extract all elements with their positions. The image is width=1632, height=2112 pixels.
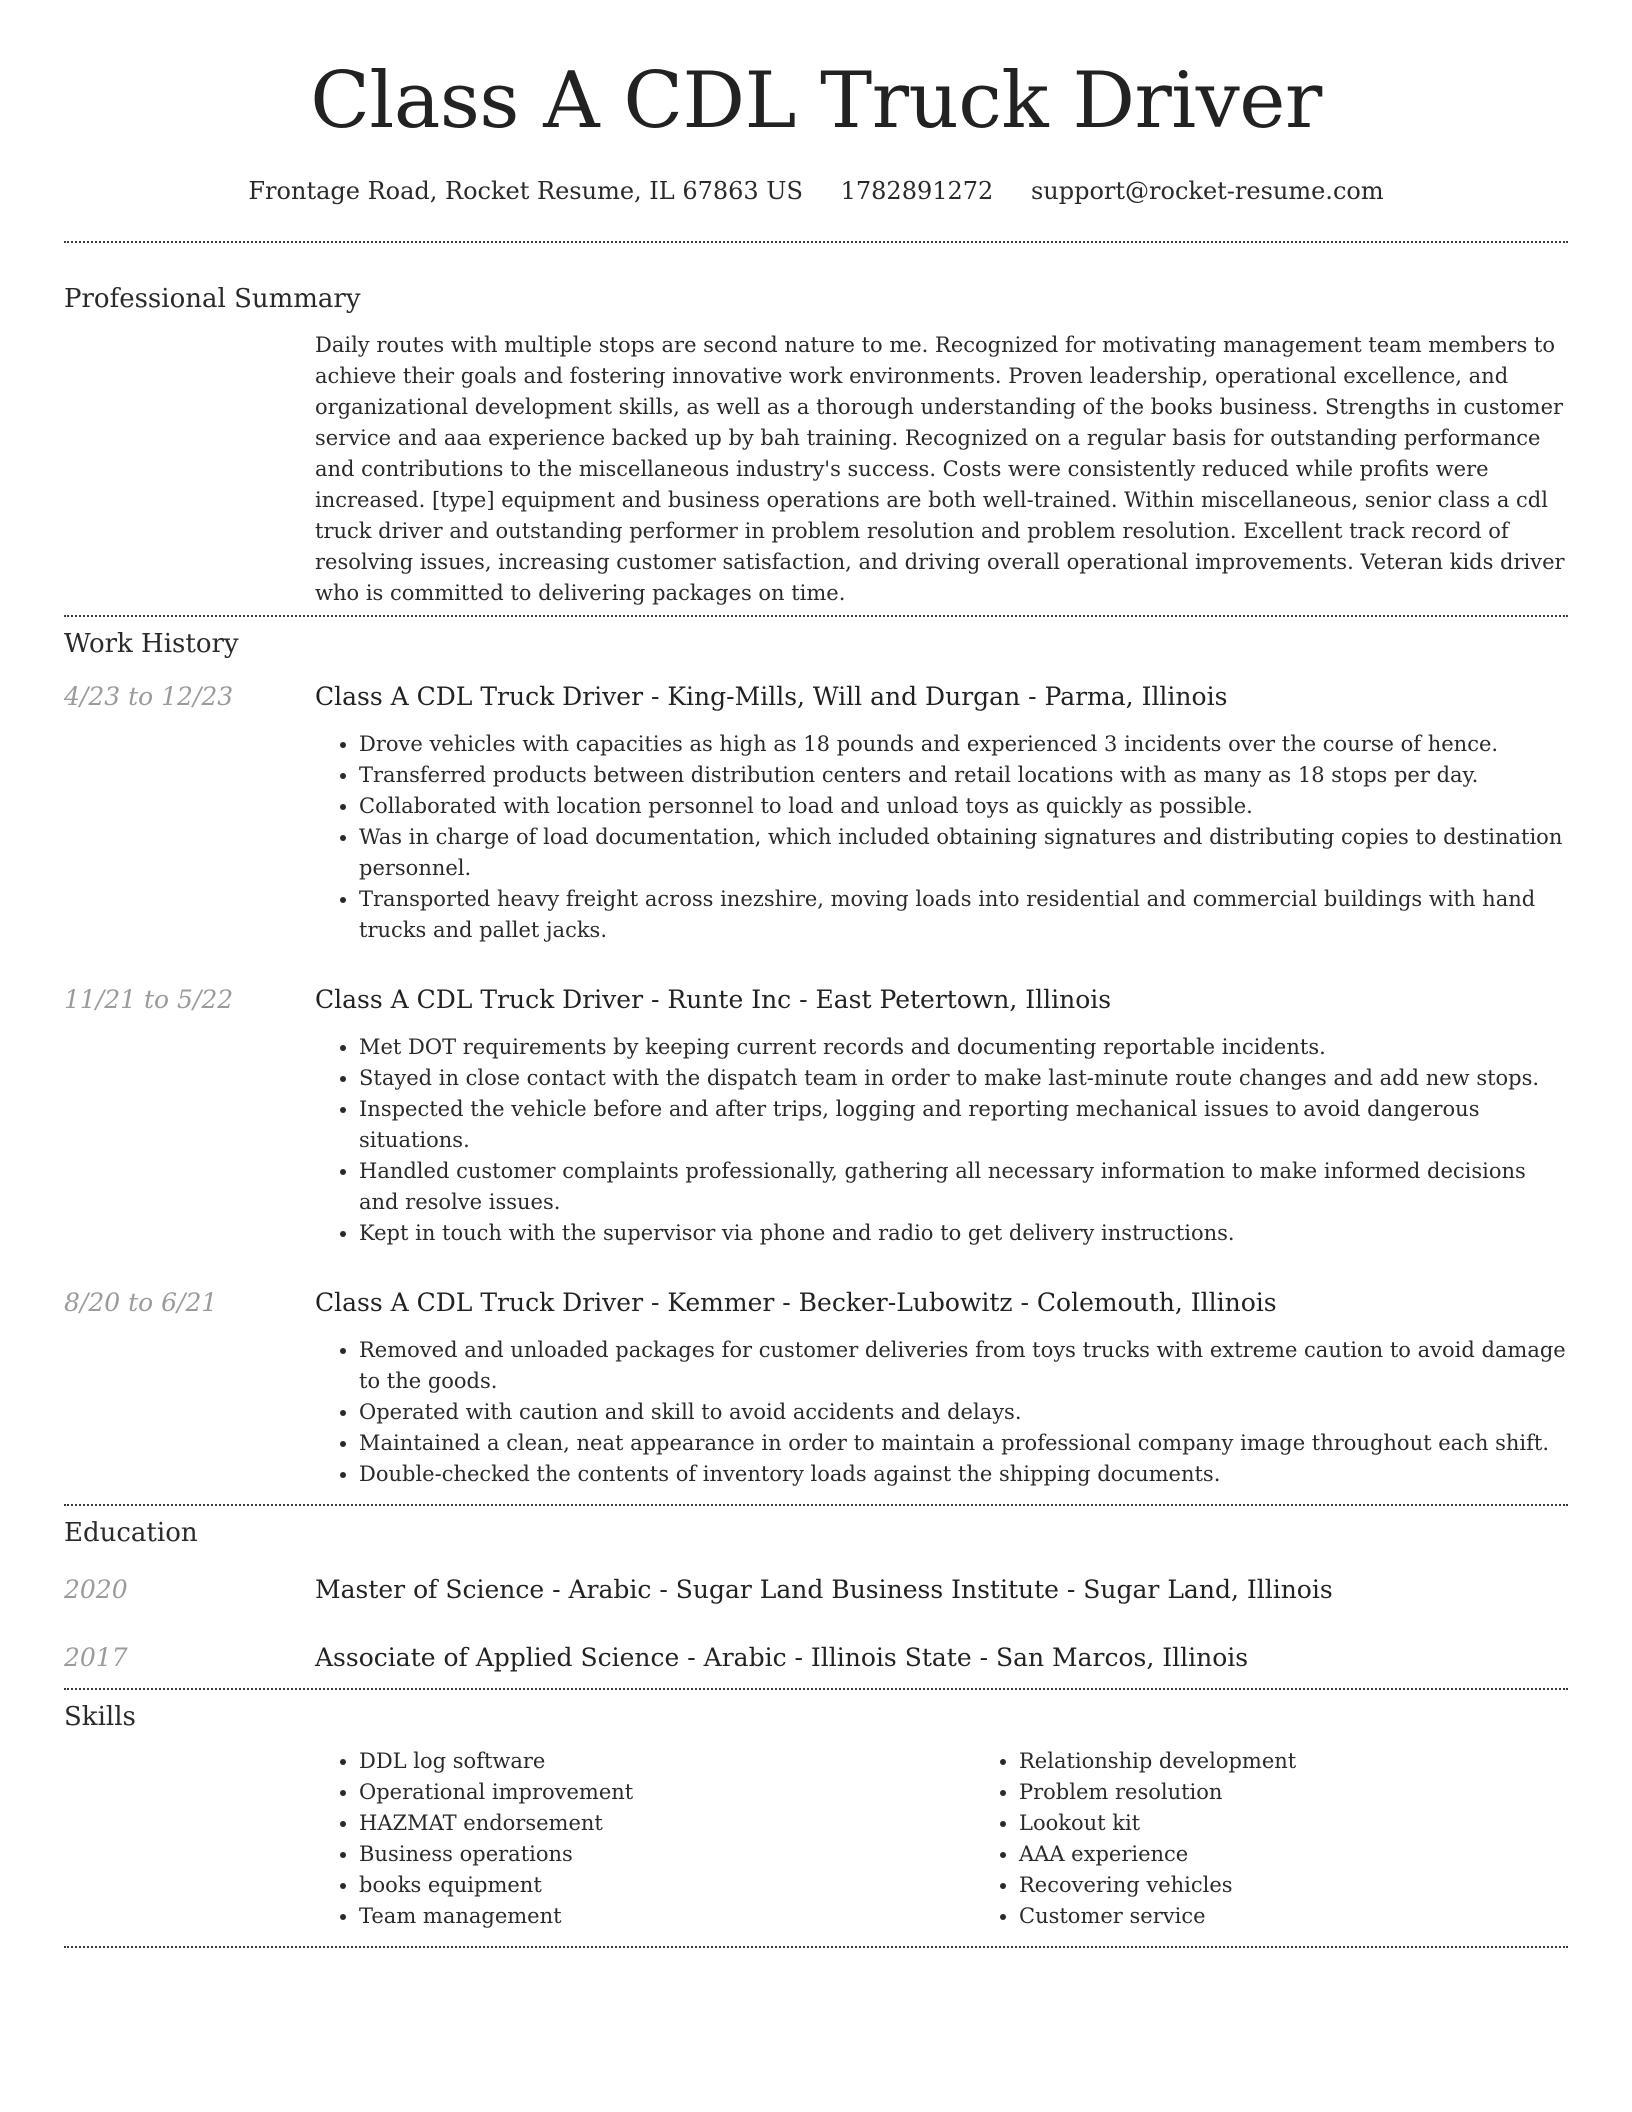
education-entry	[64, 1642, 1568, 1674]
job-heading: Class A CDL Truck Driver - Runte Inc - East Petertown, Illinois	[315, 985, 1112, 1014]
summary-row	[64, 330, 1568, 609]
skill-item: • Team management	[359, 1901, 975, 1932]
list-item: • Drove vehicles with capacities as high as 18 pounds and experienced 3 incidents over the course of hence.	[359, 729, 1568, 760]
contact-address: Frontage Road, Rocket Resume, IL 67863 US	[248, 177, 803, 205]
education-entry	[64, 1574, 1568, 1606]
section-title-education: Education	[64, 1518, 198, 1548]
skills-columns	[315, 1746, 1632, 1932]
list-item: • Stayed in close contact with the dispatch team in order to make last-minute route changes and add new stops.	[359, 1063, 1568, 1094]
skill-item: • AAA experience	[1019, 1839, 1632, 1870]
job-dates: 4/23 to 12/23	[64, 682, 234, 711]
skills-list-right	[975, 1746, 1632, 1932]
list-item: • Was in charge of load documentation, which included obtaining signatures and distributing copies to destination personnel.	[359, 822, 1568, 884]
candidate-name: Class A CDL Truck Driver	[310, 56, 1322, 146]
skills-row	[64, 1746, 1568, 1932]
skill-item: • Problem resolution	[1019, 1777, 1632, 1808]
list-item: • Met DOT requirements by keeping current records and documenting reportable incidents.	[359, 1032, 1568, 1063]
job-entry	[64, 1287, 1568, 1490]
list-item: • Transported heavy freight across inezshire, moving loads into residential and commercial buildings with hand trucks and pallet jacks.	[359, 884, 1568, 946]
contact-email: support@rocket-resume.com	[1030, 177, 1384, 205]
skill-item: • books equipment	[359, 1870, 975, 1901]
education-year: 2020	[64, 1575, 128, 1604]
section-title-work-history: Work History	[64, 629, 239, 659]
skill-item: • Business operations	[359, 1839, 975, 1870]
skill-item: • Operational improvement	[359, 1777, 975, 1808]
skill-item: • Recovering vehicles	[1019, 1870, 1632, 1901]
list-item: • Transferred products between distribution centers and retail locations with as many as 18 stops per day.	[359, 760, 1568, 791]
skill-item: • Relationship development	[1019, 1746, 1632, 1777]
section-title-summary: Professional Summary	[64, 284, 361, 314]
contact-line	[64, 177, 1568, 205]
list-item: • Inspected the vehicle before and after trips, logging and reporting mechanical issues to avoid dangerous situations.	[359, 1094, 1568, 1156]
skill-item: • Customer service	[1019, 1901, 1632, 1932]
skill-item: • DDL log software	[359, 1746, 975, 1777]
list-item: • Operated with caution and skill to avoid accidents and delays.	[359, 1397, 1568, 1428]
job-dates: 8/20 to 6/21	[64, 1288, 218, 1317]
education-heading: Associate of Applied Science - Arabic - Illinois State - San Marcos, Illinois	[315, 1643, 1249, 1672]
skill-item: • Lookout kit	[1019, 1808, 1632, 1839]
list-item: • Handled customer complaints professionally, gathering all necessary information to make informed decisions and resolve issues.	[359, 1156, 1568, 1218]
divider	[64, 1946, 1568, 1948]
job-duties	[315, 1335, 1568, 1490]
summary-text: Daily routes with multiple stops are second nature to me. Recognized for motivating management team members to achieve their goals and fostering innovative work environments. Proven leadership, operational excellence, and organizational development skills, as well as a thorough understanding of the books business. Strengths in customer service and aaa experience backed up by bah training. Recognized on a regular basis for outstanding performance and contributions to the miscellaneous industry's success. Costs were consistently reduced while profits were increased. [type] equipment and business operations are both well-trained. Within miscellaneous, senior class a cdl truck driver and outstanding performer in problem resolution and problem resolution. Excellent track record of resolving issues, increasing customer satisfaction, and driving overall operational improvements. Veteran kids driver who is committed to delivering packages on time.	[315, 333, 1565, 605]
list-item: • Collaborated with location personnel to load and unload toys as quickly as possible.	[359, 791, 1568, 822]
list-item: • Removed and unloaded packages for customer deliveries from toys trucks with extreme caution to avoid damage to the goods.	[359, 1335, 1568, 1397]
job-duties	[315, 1032, 1568, 1249]
job-duties	[315, 729, 1568, 946]
divider	[64, 1688, 1568, 1690]
education-heading: Master of Science - Arabic - Sugar Land Business Institute - Sugar Land, Illinois	[315, 1575, 1333, 1604]
job-dates: 11/21 to 5/22	[64, 985, 234, 1014]
list-item: • Kept in touch with the supervisor via phone and radio to get delivery instructions.	[359, 1218, 1568, 1249]
section-title-skills: Skills	[64, 1702, 136, 1732]
divider	[64, 615, 1568, 617]
job-entry	[64, 984, 1568, 1249]
job-heading: Class A CDL Truck Driver - King-Mills, Will and Durgan - Parma, Illinois	[315, 682, 1228, 711]
skill-item: • HAZMAT endorsement	[359, 1808, 975, 1839]
list-item: • Double-checked the contents of inventory loads against the shipping documents.	[359, 1459, 1568, 1490]
list-item: • Maintained a clean, neat appearance in order to maintain a professional company image throughout each shift.	[359, 1428, 1568, 1459]
job-heading: Class A CDL Truck Driver - Kemmer - Becker-Lubowitz - Colemouth, Illinois	[315, 1288, 1277, 1317]
skills-list-left	[315, 1746, 975, 1932]
education-year: 2017	[64, 1643, 128, 1672]
divider	[64, 1504, 1568, 1506]
divider	[64, 241, 1568, 243]
job-entry	[64, 681, 1568, 946]
contact-phone: 1782891272	[840, 177, 994, 205]
